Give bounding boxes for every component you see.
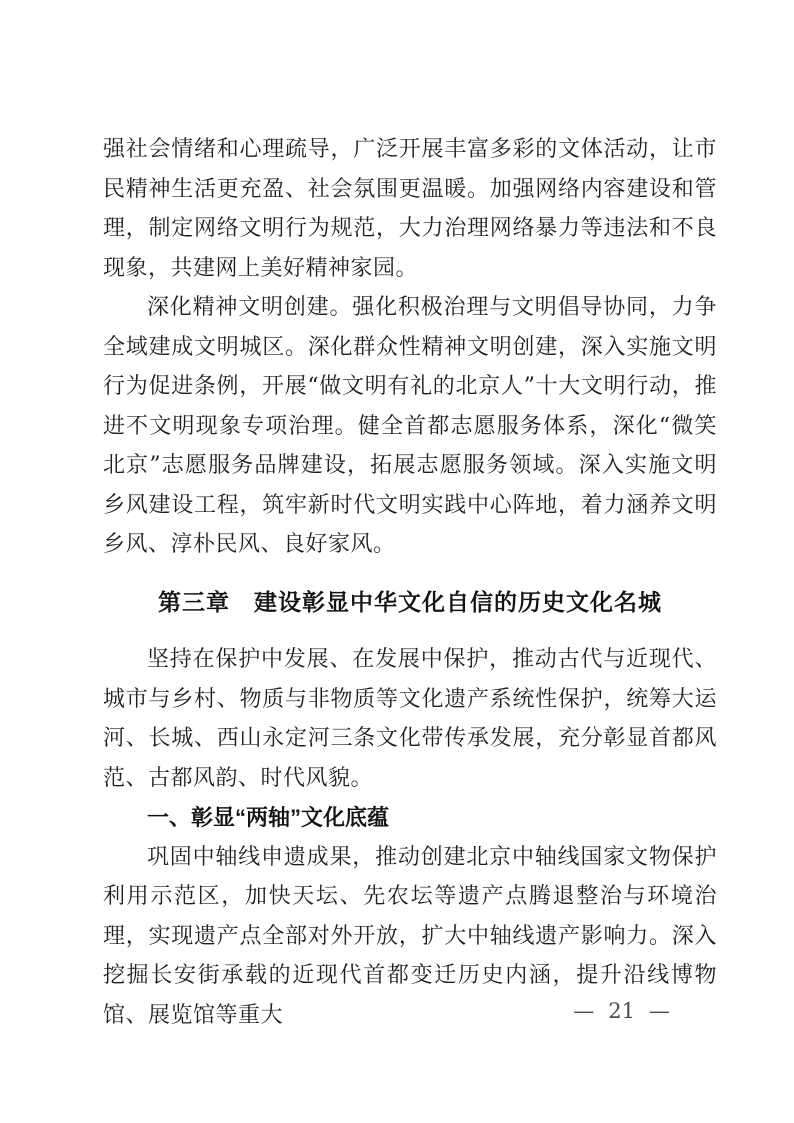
paragraph-central-axis: 巩固中轴线申遗成果，推动创建北京中轴线国家文物保护利用示范区，加快天坛、先农坛等遗产点腾退整治与环境治理，实现遗产点全部对外开放，扩大中轴线遗产影响力。深入挖掘长安街承载的近现代首都变迁历史内涵，提升沿线博物馆、展览馆等重大 — [103, 844, 717, 1028]
page-number-value: 21 — [608, 999, 635, 1023]
page-number-left-dash: — — [573, 999, 595, 1023]
section-heading: 一、彰显“两轴”文化底蕴 — [147, 805, 390, 830]
paragraph-spiritual-civilization: 深化精神文明创建。强化积极治理与文明倡导协同，力争全域建成文明城区。深化群众性精神文明创建，深入实施文明行为促进条例，开展“做文明有礼的北京人”十大文明行动，推进不文明现象专项治理。健全首都志愿服务体系，深化“微笑北京”志愿服务品牌建设，拓展志愿服务领域。深入实施文明乡风建设工程，筑牢新时代文明实践中心阵地，着力涵养文明乡风、淳朴民风、良好家风。 — [103, 295, 717, 557]
chapter-heading: 第三章 建设彰显中华文化自信的历史文化名城 — [158, 588, 662, 615]
page-number-right-dash: — — [649, 999, 670, 1023]
page-number — [573, 999, 670, 1023]
page-content — [103, 130, 717, 1035]
paragraph-network-civility: 强社会情绪和心理疏导，广泛开展丰富多彩的文体活动，让市民精神生活更充盈、社会氛围更温暖。加强网络内容建设和管理，制定网络文明行为规范，大力治理网络暴力等违法和不良现象，共建网上美好精神家园。 — [103, 137, 717, 281]
paragraph-heritage-protection: 坚持在保护中发展、在发展中保护，推动古代与近现代、城市与乡村、物质与非物质等文化遗产系统性保护，统筹大运河、长城、西山永定河三条文化带传承发展，充分彰显首都风范、古都风韵、时代风貌。 — [103, 647, 717, 791]
